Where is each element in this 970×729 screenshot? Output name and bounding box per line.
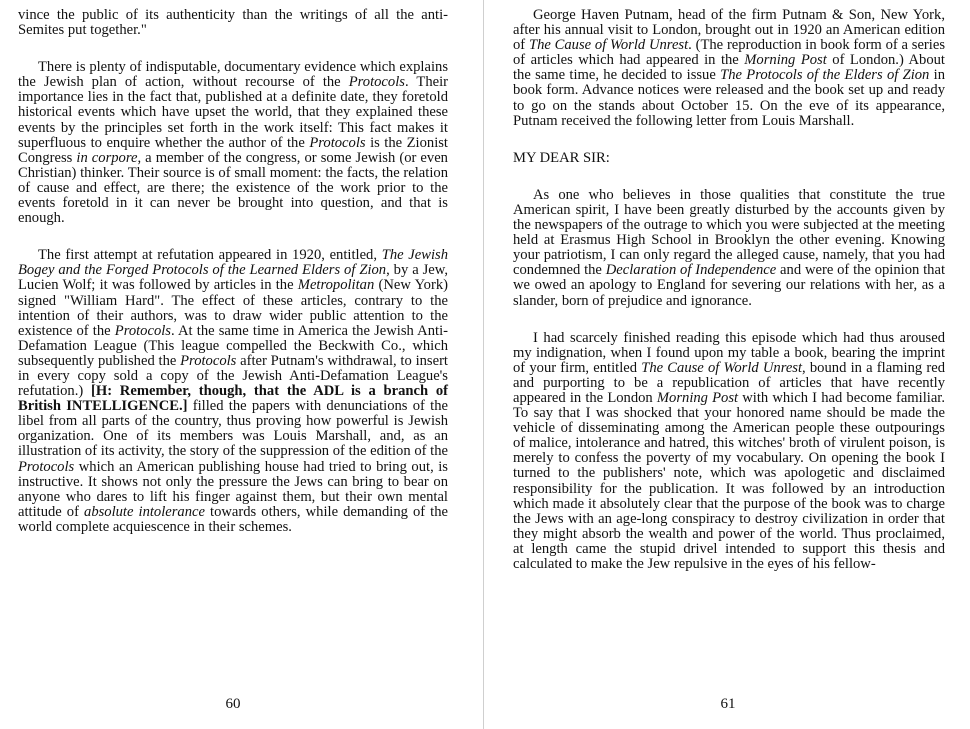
italic-text: Declaration of Independence xyxy=(605,262,777,279)
text-run: . (The reproduction in book form of a series of articles which had appeared in the xyxy=(513,37,946,69)
italic-text: The Cause of World Unrest xyxy=(641,359,803,376)
paragraph xyxy=(18,8,448,38)
text-run: , bound in a flaming red and purporting to be a republication of articles that have recently appeared in the London xyxy=(513,359,945,406)
text-run: vince the public of its authenticity than the writings of all the anti-Semites put together." xyxy=(18,7,448,39)
paragraph xyxy=(513,331,945,573)
bold-note: [H: Remember, though, that the ADL is a branch of British INTELLIGENCE.] xyxy=(18,383,448,415)
italic-text: Protocols xyxy=(114,322,171,339)
italic-text: absolute intolerance xyxy=(84,503,205,520)
text-run: (New York) signed "William Hard". The effect of these articles, contrary to the intention of their authors, was to draw wider public attention to the existence of the xyxy=(18,277,448,339)
right-page xyxy=(513,8,945,594)
italic-text: The Protocols of the Elders of Zion xyxy=(720,67,930,84)
paragraph xyxy=(513,8,945,129)
text-run: with which I had become familiar. To say that I was shocked that your honored name should be made the vehicle of disseminating among the American people these outpourings of malice, intolerance and hatred, this witches' broth of virulent poison, is merely to confess the poverty of my vocabulary. On opening the book I turned to the publishers' note, which was apologetic and disclaimed responsibility for the publication. It was followed by an introduction which made it absolutely clear that the purpose of the book was to charge the Jews with an age-long conspiracy to destroy civilization in order that they might absorb the wealth and power of the world. Thus proclaimed, at length came the stupid drivel intended to support this thesis and calculated to make the Jew repulsive in the eyes of his fellow- xyxy=(513,389,945,572)
text-run: is the Zionist Congress xyxy=(18,134,448,166)
text-run: after Putnam's withdrawal, to insert in every copy sold a copy of the Jewish Anti-Defamation League's refutation.) xyxy=(18,352,448,400)
page-number: 60 xyxy=(225,696,241,712)
text-run: The first attempt at refutation appeared in 1920, entitled, xyxy=(38,247,382,264)
italic-text: Protocols xyxy=(348,74,405,91)
text-run: I had scarcely finished reading this episode which had thus aroused my indignation, when I found upon my table a book, bearing the imprint of your firm, entitled xyxy=(513,329,945,376)
letter-salutation: MY DEAR SIR: xyxy=(513,149,610,166)
text-run: , a member of the congress, or some Jewish (or even Christian) thinker. Their source is of small moment: the facts, the relation of cause and effect, are there; the existence of the work prior to the events foretold in it can never be brought into question, and that is enough. xyxy=(18,149,448,227)
paragraph xyxy=(18,60,448,226)
italic-text: Protocols xyxy=(309,134,366,151)
text-run: As one who believes in those qualities that constitute the true American spirit, I have been greatly disturbed by the accounts given by the newspapers of the outrage to which you were subjected at the meeting held at Erasmus High School in Brooklyn the other evening. Knowing your patriotism, I can only regard the alleged cause, namely, that you had condemned the xyxy=(513,186,945,279)
italic-text: The Jewish Bogey and the Forged Protocols of the Learned Elders of Zion xyxy=(18,247,449,279)
italic-text: in corpore xyxy=(76,149,138,166)
gutter-divider xyxy=(483,0,484,729)
text-run: , by a Jew, Lucien Wolf; it was followed by articles in the xyxy=(18,262,448,294)
italic-text: The Cause of World Unrest xyxy=(528,37,689,54)
text-run: filled the papers with denunciations of the libel from all parts of the country, thus proving how powerful is Jewish organization. One of its members was Louis Marshall, and, as an illustration of its activity, the story of the suppression of the edition of the xyxy=(18,398,448,460)
italic-text: Morning Post xyxy=(744,52,827,69)
text-run: which an American publishing house had tried to bring out, is instructive. It shows not only the pressure the Jews can bring to bear on anyone who dares to lift his finger against them, but their own mental attitude of xyxy=(18,458,448,520)
page-number: 61 xyxy=(720,696,736,712)
paragraph xyxy=(513,188,945,309)
text-run: George Haven Putnam, head of the firm Putnam & Son, New York, after his annual visit to London, brought out in 1920 an American edition of xyxy=(513,7,945,54)
text-run: and were of the opinion that we owed an apology to England for severing our relations with her, as a slander, born of prejudice and ignorance. xyxy=(513,262,945,309)
text-run: in book form. Advance notices were released and the book set up and ready to go on the stands about October 15. On the eve of its appearance, Putnam received the following letter from Louis Marshall. xyxy=(513,67,945,129)
text-run: of London.) About the same time, he decided to issue xyxy=(513,52,945,84)
paragraph xyxy=(18,248,448,535)
italic-text: Protocols xyxy=(180,352,237,369)
italic-text: Morning Post xyxy=(656,389,739,406)
italic-text: Metropolitan xyxy=(297,277,375,294)
text-run: . Their importance lies in the fact that, published at a definite date, they foretold historical events which have upset the world, that they explained these events by the principles set forth in the work itself: This fact makes it superfluous to enquire whether the author of the xyxy=(18,74,449,151)
text-run: towards others, while demanding of the world complete acquiescence in their schemes. xyxy=(18,503,448,535)
text-run: . At the same time in America the Jewish Anti-Defamation League (This league compelled the Beckwith Co., which subsequently published the xyxy=(18,322,448,369)
left-page xyxy=(18,8,448,557)
italic-text: Protocols xyxy=(18,458,75,475)
text-run: There is plenty of indisputable, documentary evidence which explains the Jewish plan of action, without recourse of the xyxy=(18,59,448,91)
